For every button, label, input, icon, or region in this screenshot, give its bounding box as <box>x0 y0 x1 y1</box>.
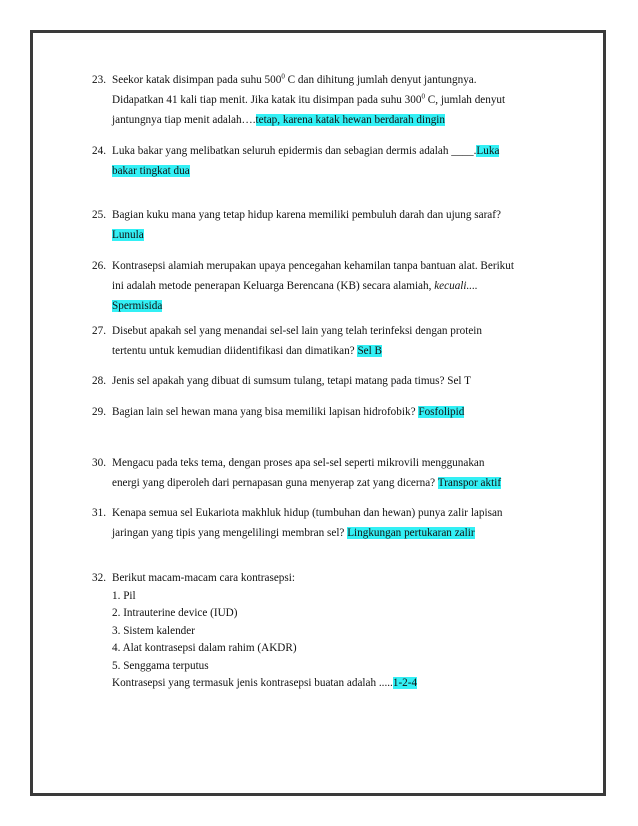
question-text: jaringan yang tipis yang mengelilingi membran sel? <box>112 527 348 539</box>
question-text: Bagian kuku mana yang tetap hidup karena memiliki pembuluh darah dan ujung saraf? <box>112 209 501 221</box>
question-number: 31. <box>92 507 106 519</box>
question-number: 24. <box>92 145 106 157</box>
question-24 <box>92 141 577 181</box>
question-text: Kontrasepsi yang termasuk jenis kontrasepsi buatan adalah ..... <box>112 677 393 689</box>
question-32 <box>92 570 577 693</box>
answer-highlight: Lunula <box>112 229 144 241</box>
question-number: 27. <box>92 325 106 337</box>
answer-highlight: bakar tingkat dua <box>112 165 190 177</box>
list-item: 1. Pil <box>112 589 136 602</box>
answer-highlight: tetap, karena katak hewan berdarah dingin <box>255 114 446 126</box>
question-text: energi yang diperoleh dari pernapasan guna menyerap zat yang dicerna? <box>112 477 438 489</box>
question-26 <box>92 256 577 316</box>
question-27 <box>92 321 577 361</box>
answer-highlight: Fosfolipid <box>418 406 465 418</box>
question-text: jantungnya tiap menit adalah…. <box>112 114 256 126</box>
list-item: 4. Alat kontrasepsi dalam rahim (AKDR) <box>112 642 297 654</box>
superscript: 0 <box>281 72 285 81</box>
list-item: 3. Sistem kalender <box>112 624 195 637</box>
question-number: 23. <box>92 74 106 86</box>
superscript: 0 <box>421 92 425 101</box>
question-text: ini adalah metode penerapan Keluarga Berencana (KB) secara alamiah, <box>112 280 435 292</box>
question-number: 25. <box>92 209 106 221</box>
question-number: 29. <box>92 406 106 418</box>
question-number: 26. <box>92 260 106 272</box>
answer-highlight: Spermisida <box>112 300 163 312</box>
question-30 <box>92 453 577 493</box>
question-23 <box>92 70 577 130</box>
question-text: Didapatkan 41 kali tiap menit. Jika katak itu disimpan pada suhu 300 <box>112 94 422 106</box>
question-text: Luka bakar yang melibatkan seluruh epidermis dan sebagian dermis adalah ____. <box>112 145 477 157</box>
list-item: 2. Intrauterine device (IUD) <box>112 607 238 619</box>
question-25 <box>92 205 577 245</box>
list-item: 5. Senggama terputus <box>112 659 209 672</box>
question-text: Disebut apakah sel yang menandai sel-sel lain yang telah terinfeksi dengan protein <box>112 325 482 337</box>
question-text: Berikut macam-macam cara kontrasepsi: <box>112 572 295 584</box>
answer-highlight: Transpor aktif <box>437 477 502 489</box>
answer-highlight: 1-2-4 <box>392 677 418 689</box>
question-31 <box>92 503 577 543</box>
question-text: Seekor katak disimpan pada suhu 500 <box>112 74 282 86</box>
question-text: Bagian lain sel hewan mana yang bisa memiliki lapisan hidrofobik? <box>112 406 419 418</box>
question-29 <box>92 402 577 422</box>
question-text: Jenis sel apakah yang dibuat di sumsum tulang, tetapi matang pada timus? Sel T <box>112 375 471 387</box>
question-text: Kenapa semua sel Eukariota makhluk hidup (tumbuhan dan hewan) punya zalir lapisan <box>112 507 503 519</box>
question-28 <box>92 371 577 391</box>
answer-highlight: Sel B <box>357 345 383 357</box>
question-text: Kontrasepsi alamiah merupakan upaya pencegahan kehamilan tanpa bantuan alat. Berikut <box>112 260 514 272</box>
question-text: C dan dihitung jumlah denyut jantungnya. <box>284 74 477 86</box>
answer-highlight: Luka <box>476 145 500 157</box>
question-number: 32. <box>92 572 106 584</box>
question-number: 30. <box>92 457 106 469</box>
question-text-italic: kecuali.... <box>434 280 478 292</box>
question-number: 28. <box>92 375 106 387</box>
question-text: Mengacu pada teks tema, dengan proses apa sel-sel seperti mikrovili menggunakan <box>112 457 485 469</box>
question-text: C, jumlah denyut <box>424 94 506 106</box>
question-text: tertentu untuk kemudian diidentifikasi dan dimatikan? <box>112 345 358 357</box>
answer-highlight: Lingkungan pertukaran zalir <box>347 527 475 539</box>
